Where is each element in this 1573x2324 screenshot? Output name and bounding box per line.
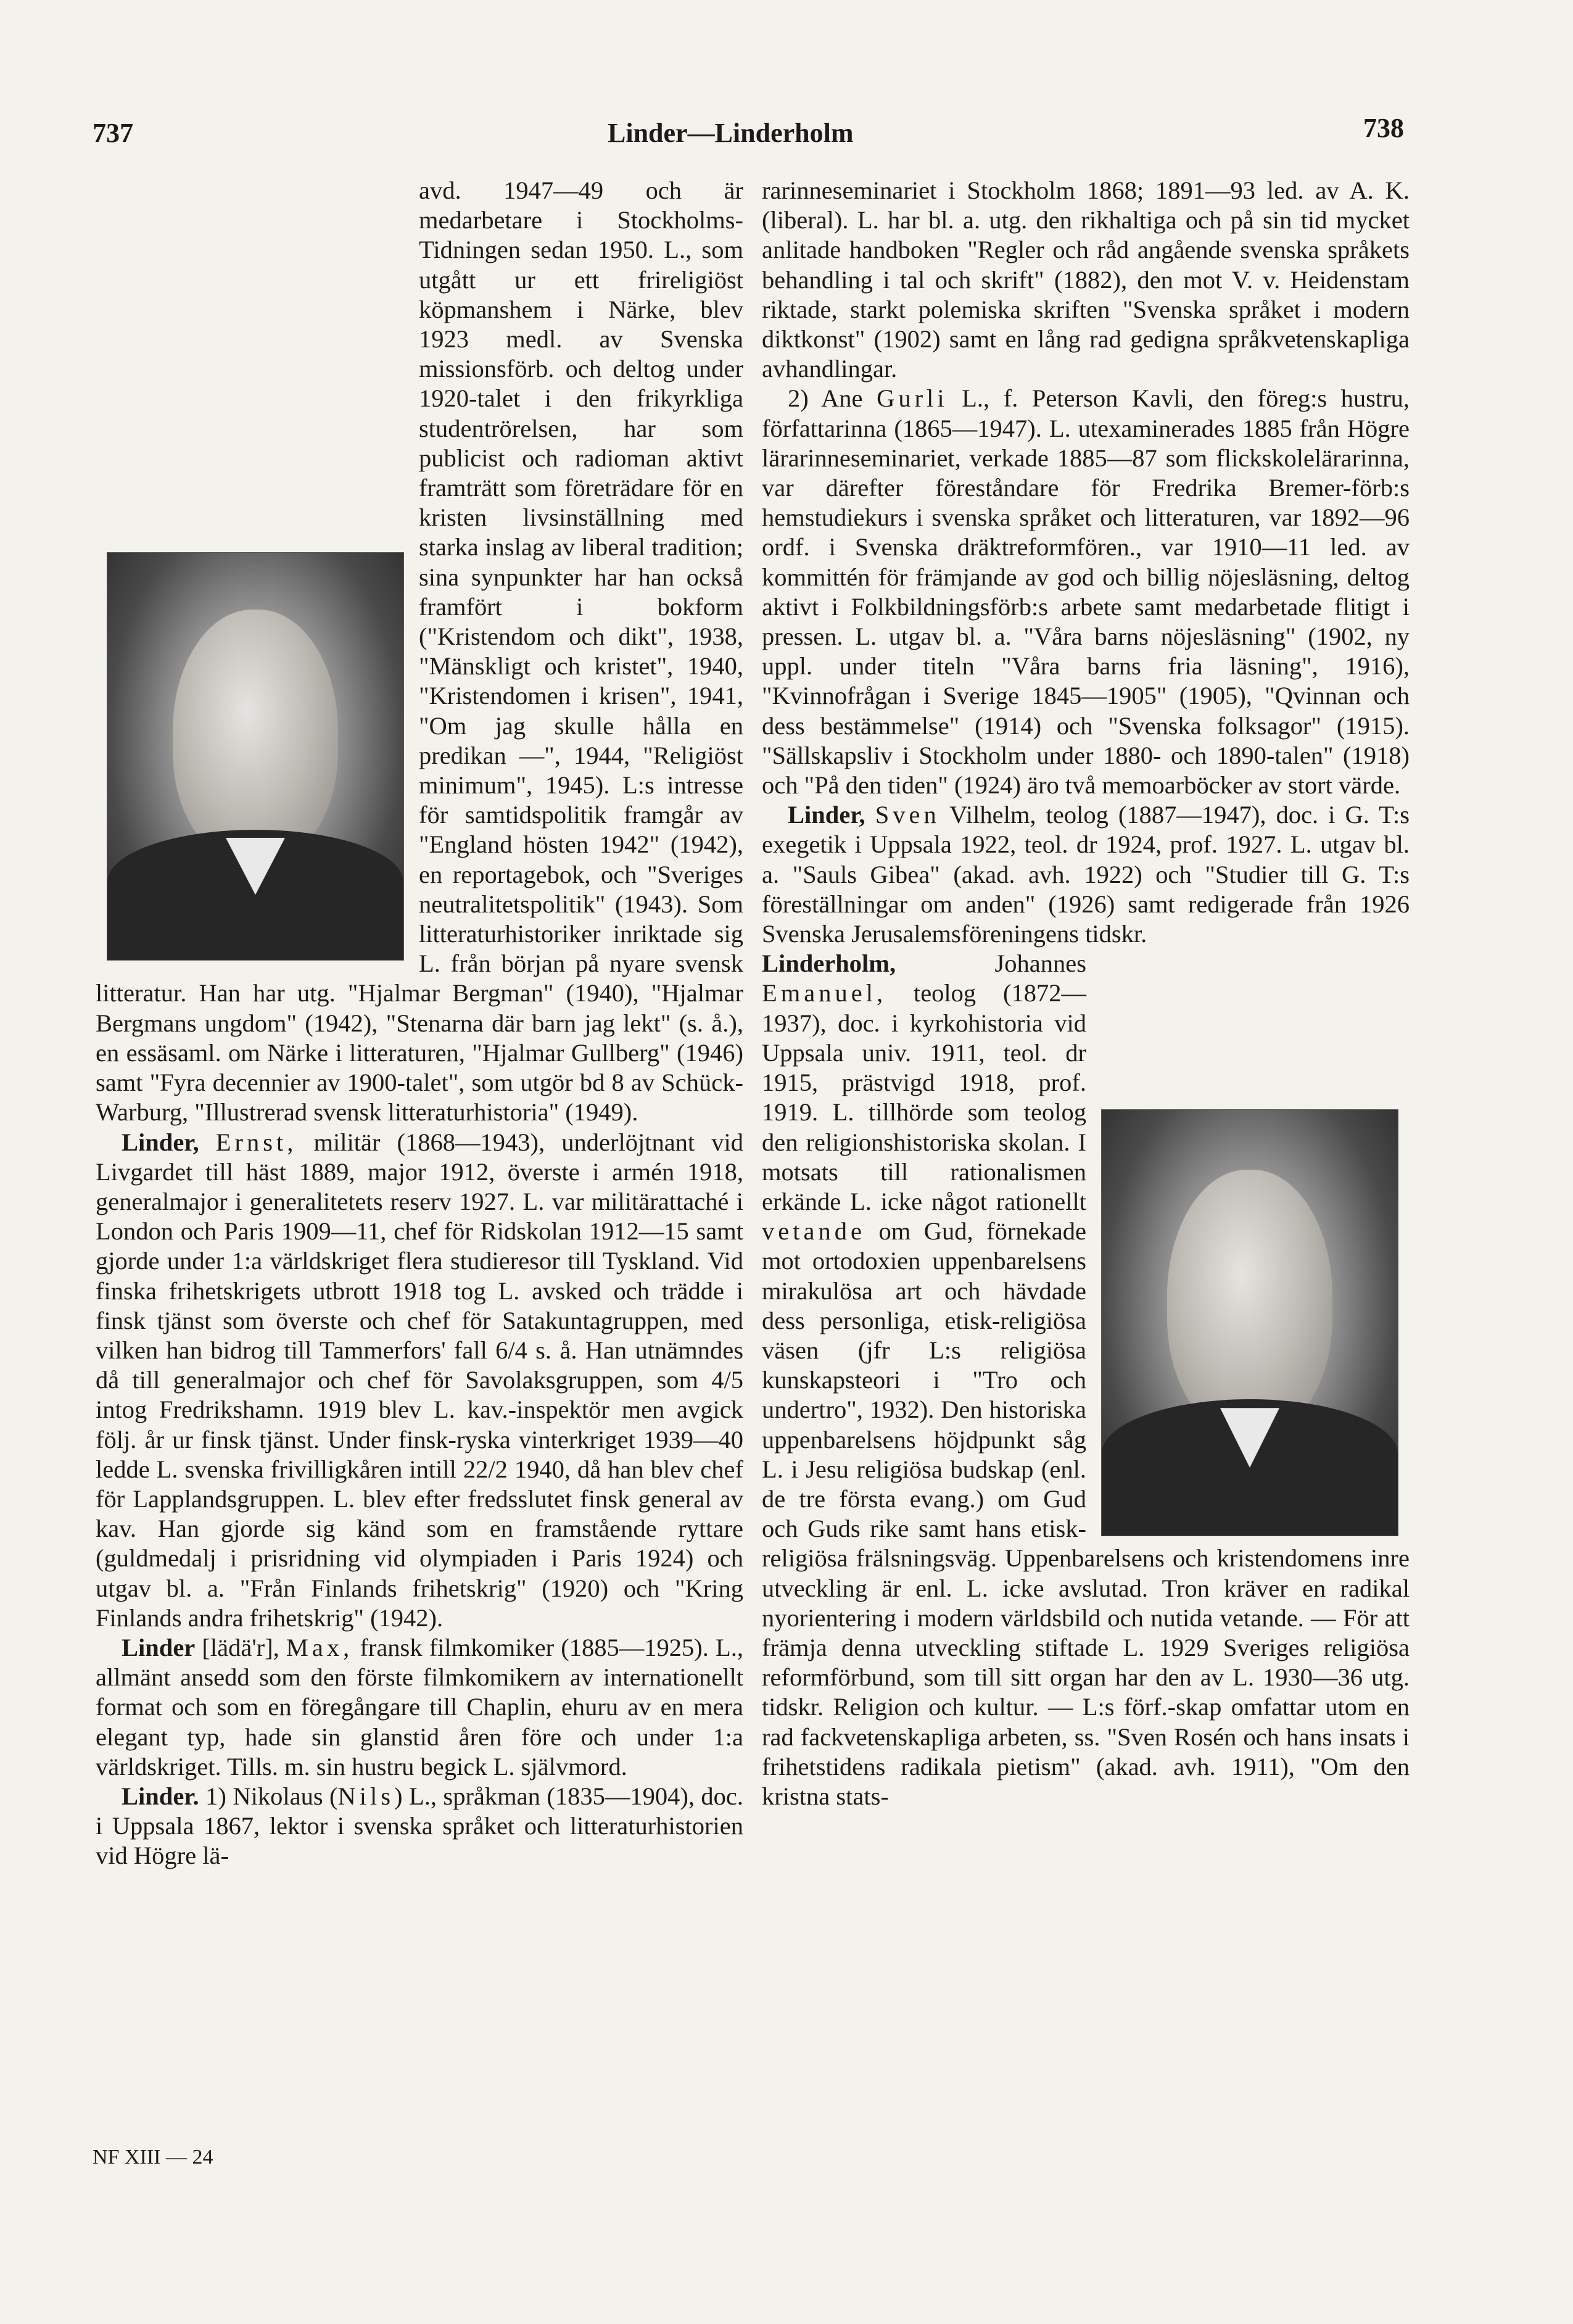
left-column <box>96 176 743 2175</box>
entry-text: teolog (1872—1937), doc. i kyrkohistoria vid Uppsala univ. 1911, teol. dr 1915, prästvigd 1918, prof. 1919. L. tillhörde som teolog den religionshistoriska skolan. I motsats till rationalismen erkände L. icke något rationellt <box>762 979 1087 1215</box>
first-name: Johannes <box>994 949 1086 978</box>
entry-text: L., f. Peterson Kavli, den föreg:s hustru, författarinna (1865—1947). L. utexaminerades 1885 från Högre lärarinneseminariet, verkade 1885—87 som flickskolelärarinna, var därefter föreståndare för Fredrika Bremer-förb:s hemstudiekurs i svenska språket och litteraturen, var 1892—96 ordf. i Svenska dräktreformfören., var 1910—11 led. av kommittén för främjande av god och billig nöjesläsning, deltog aktivt i Folkbildningsförb:s arbete samt medarbetade flitigt i pressen. L. utgav bl. a. "Våra barns nöjesläsning" (1902, ny uppl. under titeln "Våra barns fria läsning", 1916), "Kvinnofrågan i Sverige 1845—1905" (1905), "Qvinnan och dess bestämmelse" (1914) och "Svenska folksagor" (1915). "Sällskapsliv i Stockholm under 1880- och 1890-talen" (1918) och "På den tiden" (1924) äro två memoarböcker av stort värde. <box>762 384 1410 800</box>
headword: Linder. <box>122 1782 199 1810</box>
entry-text: fransk filmkomiker (1885—1925). L., allmänt ansedd som den förste filmkomikern av internationellt format och som en föregångare till Chaplin, ehuru av en mera elegant typ, hade sin glanstid åren före och under 1:a världskriget. Tills. m. sin hustru begick L. självmord. <box>96 1633 743 1780</box>
entry-text: militär (1868—1943), underlöjtnant vid Livgardet till häst 1889, major 1912, överste i armén 1918, generalmajor i generalitetets reserv 1927. L. var militärattaché i London och Paris 1909—11, chef för Ridskolan 1912—15 samt gjorde under 1:a världskriget flera studieresor till Tyskland. Vid finska frihetskrigets utbrott 1918 tog L. avsked och trädde i finsk tjänst som överste och chef för Satakuntagruppen, med vilken han bidrog till Tammerfors' fall 6/4 s. å. Han utnämndes då till generalmajor och chef för Savolaksgruppen, som 4/5 intog Fredrikshamn. 1919 blev L. kav.-inspektör men avgick följ. år ur finsk tjänst. Under finsk-ryska vinterkriget 1939—40 ledde L. svenska frivilligkåren intill 22/2 1940, då han blev chef för Lapplandsgruppen. L. blev efter fredsslutet finsk general av kav. Han gjorde sig känd som en framstående ryttare (guldmedalj i prisridning vid olympiaden i Paris 1924) och utgav bl. a. "Från Finlands frihetskrig" (1920) och "Kring Finlands andra frihetskrig" (1942). <box>96 1128 744 1632</box>
entry-continuation: rarinneseminariet i Stockholm 1868; 1891—93 led. av A. K. (liberal). L. har bl. a. utg. den rikhaltiga och på sin tid mycket anlitade handboken "Regler och råd angående svenska språkets behandling i tal och skrift" (1882), den mot V. v. Heidenstam riktade, starkt polemiska skriften "Svenska språket i modern diktkonst" (1902) samt en lång rad gedigna språkvetenskapliga avhandlingar. <box>762 176 1410 383</box>
running-title: Linder—Linderholm <box>608 118 854 148</box>
headword: Linderholm, <box>762 949 896 978</box>
given-name: Emanuel, <box>762 979 887 1007</box>
right-column <box>762 176 1410 2175</box>
portrait-face <box>173 610 339 862</box>
entry-continuation: avd. 1947—49 och är medarbetare i Stockholms-Tidningen sedan 1950. L., som utgått ur ett frireligiöst köpmanshem i Närke, blev 1923 medl. av Svenska missionsförb. och deltog under 1920-talet i den frikyrkliga studentrörelsen, har som publicist och radioman aktivt framträtt som företrädare för en kristen livsinställning med starka inslag av liberal tradition; sina synpunkter har han också framfört i bokform ("Kristendom och dikt", 1938, "Mänskligt och kristet", 1940, "Kristendomen i krisen", 1941, "Om jag skulle hålla en predikan —", 1944, "Religiöst minimum", 1945). L:s intresse för samtidspolitik framgår av "England hösten 1942" (1942), en reportagebok, och "Sveriges neutralitetspolitik" (1943). Som litteraturhistoriker inriktade sig L. från början på nyare svensk litteratur. Han har utg. "Hjalmar Bergman" (1940), "Hjalmar Bergmans ungdom" (1942), "Stenarna där barn jag lekt" (s. å.), en essäsaml. om Närke i litteraturen, "Hjalmar Gullberg" (1946) samt "Fyra decennier av 1900-talet", som utgör bd 8 av Schück-Warburg, "Illustrerad svensk litteraturhistoria" (1949). <box>96 176 743 1127</box>
entry-linder-nils <box>96 1782 743 1871</box>
headword: Linder, <box>122 1128 199 1156</box>
given-name: Ernst, <box>215 1128 297 1156</box>
entry-text: ) L., språkman (1835—1904), doc. i Uppsala 1867, lektor i svenska språket och litteraturhistorien vid Högre lä- <box>96 1782 743 1870</box>
entry-linder-sven <box>762 800 1410 949</box>
given-name: Nils <box>337 1782 395 1810</box>
entry-linder-ernst <box>96 1128 743 1633</box>
entry-linder-max <box>96 1633 743 1782</box>
given-name: Gurli <box>877 384 948 413</box>
entry-number: 2) Ane <box>788 384 863 413</box>
left-page-number: 737 <box>93 118 133 148</box>
spaced-word: vetande <box>762 1217 865 1246</box>
entry-text: om Gud, förnekade mot ortodoxien uppenbarelsens mirakulösa art och hävdade dess personliga, etisk-religiösa väsen (jfr L:s religiösa kunskapsteori i "Tro och undertro", 1932). Den historiska uppenbarelsens höjdpunkt såg L. i Jesu religiösa budskap (enl. de tre första evang.) om Gud och Guds rike samt hans etisk-religiösa frälsningsväg. Uppenbarelsens och kristendomens inre utveckling är enl. L. icke avslutad. Tron kräver en radikal nyorientering i modern världsbild och nutida vetande. — För att främja denna utveckling stiftade L. 1929 Sveriges religiösa reformförbund, som till sitt organ har den av L. 1930—36 utg. tidskr. Religion och kultur. — L:s förf.-skap omfattar utom en rad fackvetenskapliga arbeten, ss. "Sven Rosén och hans insats i frihetstidens radikala pietism" (akad. avh. 1911), "Om den kristna stats- <box>762 1217 1410 1810</box>
portrait-photo-left <box>107 552 404 961</box>
portrait-face <box>1167 1170 1333 1434</box>
headword: Linder <box>122 1633 196 1661</box>
headword: Linder, <box>788 801 865 829</box>
entry-linder-gurli <box>762 384 1410 800</box>
given-name: Sven <box>875 801 940 829</box>
given-name: Max, <box>286 1633 353 1661</box>
right-page-number: 738 <box>1363 113 1404 143</box>
portrait-photo-right <box>1101 1109 1398 1536</box>
signature-mark: NF XIII — 24 <box>93 2146 213 2169</box>
entry-number: 1) Nikolaus ( <box>205 1782 338 1810</box>
pronunciation: [lädä'r], <box>202 1633 279 1661</box>
entry-text: Vilhelm, teolog (1887—1947), doc. i G. T:s exegetik i Uppsala 1922, teol. dr 1924, prof. 1927. L. utgav bl. a. "Sauls Gibea" (akad. avh. 1922) och "Studier till G. T:s föreställningar om anden" (1926) samt redigerade från 1926 Svenska Jerusalemsföreningens tidskr. <box>762 801 1410 948</box>
